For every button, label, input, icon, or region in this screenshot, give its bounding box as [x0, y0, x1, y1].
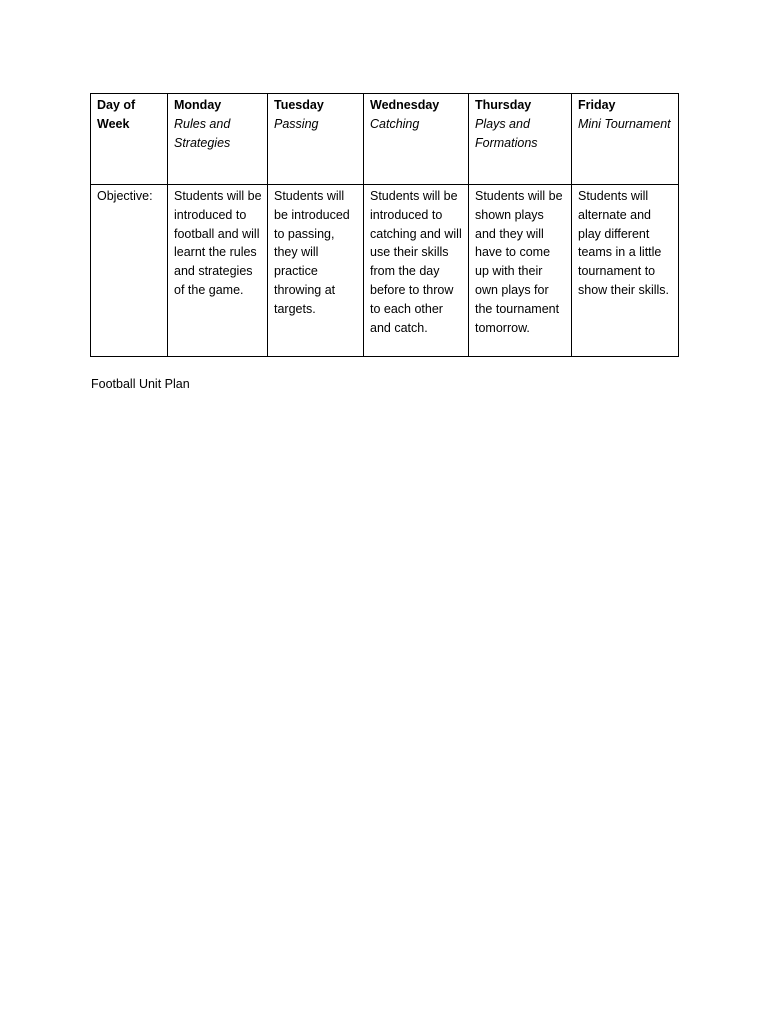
day-header-tuesday — [268, 94, 364, 185]
objective-label: Objective: — [91, 185, 168, 357]
objective-friday — [572, 185, 679, 357]
day-topic: Passing — [274, 116, 319, 131]
table-caption: Football Unit Plan — [91, 377, 190, 391]
day-name: Tuesday — [274, 98, 324, 112]
day-header-thursday — [469, 94, 572, 185]
day-topic: Catching — [370, 116, 420, 131]
day-header-wednesday — [364, 94, 469, 185]
unit-plan-table — [90, 93, 679, 357]
day-name: Friday — [578, 98, 616, 112]
day-topic: Rules and Strategies — [174, 116, 231, 150]
objective-row — [91, 185, 679, 357]
objective-text: Students will be introduced to catching and will use their skills from the day before to throw to each other and catch. — [370, 189, 462, 335]
day-name: Monday — [174, 98, 222, 112]
day-header-friday — [572, 94, 679, 185]
day-header-monday — [168, 94, 268, 185]
day-name: Wednesday — [370, 98, 440, 112]
objective-thursday — [469, 185, 572, 357]
objective-text: Students will be introduced to passing, they will practice throwing at targets. — [274, 189, 350, 316]
day-name: Thursday — [475, 98, 532, 112]
day-topic: Plays and Formations — [475, 116, 538, 150]
objective-text: Students will be shown plays and they will have to come up with their own plays for the tournament tomorrow. — [475, 189, 563, 335]
objective-wednesday — [364, 185, 469, 357]
day-topic: Mini Tournament — [578, 116, 671, 131]
objective-text: Students will be introduced to football and will learnt the rules and strategies of the game. — [174, 189, 262, 297]
day-of-week-label: Day of Week — [91, 94, 168, 185]
objective-monday — [168, 185, 268, 357]
objective-tuesday — [268, 185, 364, 357]
table-header-row — [91, 94, 679, 185]
objective-text: Students will alternate and play different teams in a little tournament to show their skills. — [578, 189, 669, 297]
